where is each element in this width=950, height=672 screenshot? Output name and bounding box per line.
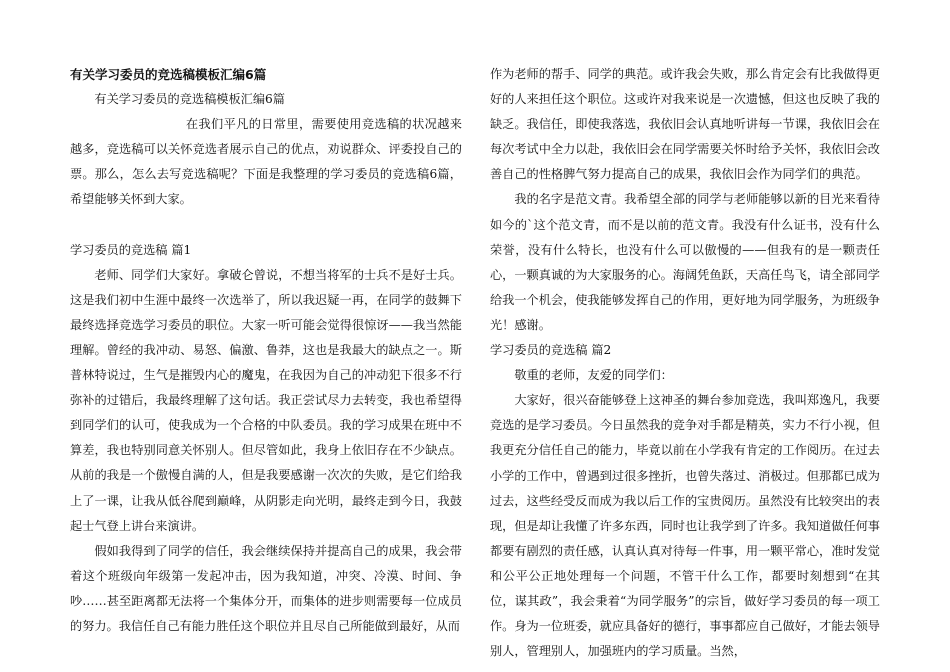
section1-paragraph-2	[70, 539, 462, 639]
intro-paragraph: 在我们平凡的日常里，需要使用竞选稿的状况越来越多，竞选稿可以关怀竞选者展示自己的优点，劝说群众、评委投自己的票。那么，怎么去写竞选稿呢？下面是我整理的学习委员的竞选稿6篇，希望能够关怀到大家。	[70, 117, 462, 207]
document-title: 有关学习委员的竞选稿模板汇编6篇	[70, 67, 267, 82]
section2-paragraph-1: 大家好，很兴奋能够登上这神圣的舞台参加竞选，我叫郑逸凡，我要竞选的是学习委员。今日虽然我的竞争对手都是精英，实力不行小视，但我更充分信任自己的能力，毕竟以前在小学我有肯定的工作阅历。在过去小学的工作中，曾遇到过很多挫折，也曾失落过、消极过。但那都已成为过去，这些经受反而成为我以后工作的宝贵阅历。虽然没有比较突出的表现，但是却让我懂了许多东西，同时也让我学到了许多。我知道做任何事都要有剧烈的责任感，认真认真对待每一件事，用一颗平常心，准时发觉和公平公正地处理每一个问题，不管干什么工作，都要时刻想到“在其位，谋其政”，我会秉着“为同学服务”的宗旨，做好学习委员的每一项工作。身为一位班委，就应具备好的德行，事事都应自己做好，才能去领导别人，管理别人，加强班内的学习质量。当然，	[490, 393, 881, 659]
document-subtitle: 有关学习委员的竞选稿模板汇编6篇	[94, 92, 285, 107]
section-heading-1: 学习委员的竞选稿 篇1	[70, 242, 192, 257]
section1-paragraph-1: 老师、同学们大家好。拿破仑曾说，不想当将军的士兵不是好士兵。这是我们初中生涯中最终一次选举了，所以我迟疑一再，在同学的鼓舞下最终选择竞选学习委员的职位。大家一听可能会觉得很惊讶——我当然能理解。曾经的我冲动、易怒、偏激、鲁莽，这也是我最大的缺点之一。斯普林特说过，生气是摧毁内心的魔鬼，在我因为自己的冲动犯下很多不行弥补的过错后，我最终理解了这句话。我正尝试尽力去转变，我也希望得到同学们的认可，使我成为一个合格的中队委员。我的学习成果在班中不算差，我也特别同意关怀别人。但尽管如此，我身上依旧存在不少缺点。从前的我是一个傲慢自满的人，但是我要感谢一次次的失败，是它们给我上了一课，让我从低谷爬到巅峰，从阴影走向光明，最终走到今日，我鼓起士气登上讲台来演讲。	[70, 267, 462, 533]
section1-paragraph-2-text: 假如我得到了同学的信任，我会继续保持并提高自己的成果，我会带着这个班级向年级第一发起冲击，因为我知道，冲突、冷漠、时间、争吵……甚至距离都无法将一个集体分开，而集体的进步则需要每一位成员的努力。我信任自己有能力胜任这个职位并且尽自己所能做到最好，从而	[70, 543, 462, 633]
left-column	[70, 62, 462, 639]
spacer	[70, 213, 462, 238]
continuation-paragraph: 作为老师的帮手、同学的典范。或许我会失败，那么肯定会有比我做得更好的人来担任这个职位。这或许对我来说是一次遗憾，但这也反映了我的缺乏。我信任，即使我落选，我依旧会认真地听讲每一节课，我依旧会在每次考试中全力以赴，我依旧会在同学需要关怀时给予关怀，我依旧会改善自己的性格脾气努力提高自己的成果，我依旧会作为同学们的典范。	[490, 67, 880, 182]
section1-paragraph-3: 我的名字是范文青。我希望全部的同学与老师能够以新的目光来看待如今的`这个范文青，而不是以前的范文青。我没有什么证书，没有什么荣誉，没有什么特长，也没有什么可以傲慢的——但我有的是一颗责任心，一颗真诚的为大家服务的心。海阔凭鱼跃，天高任鸟飞，请全部同学给我一个机会，使我能够发挥自己的作用，更好地为同学服务，为班级争光！感谢。	[490, 192, 881, 332]
section2-greeting: 敬重的老师，友爱的同学们：	[514, 368, 673, 383]
section-heading-2: 学习委员的竞选稿 篇2	[490, 343, 612, 358]
right-column	[490, 62, 880, 664]
